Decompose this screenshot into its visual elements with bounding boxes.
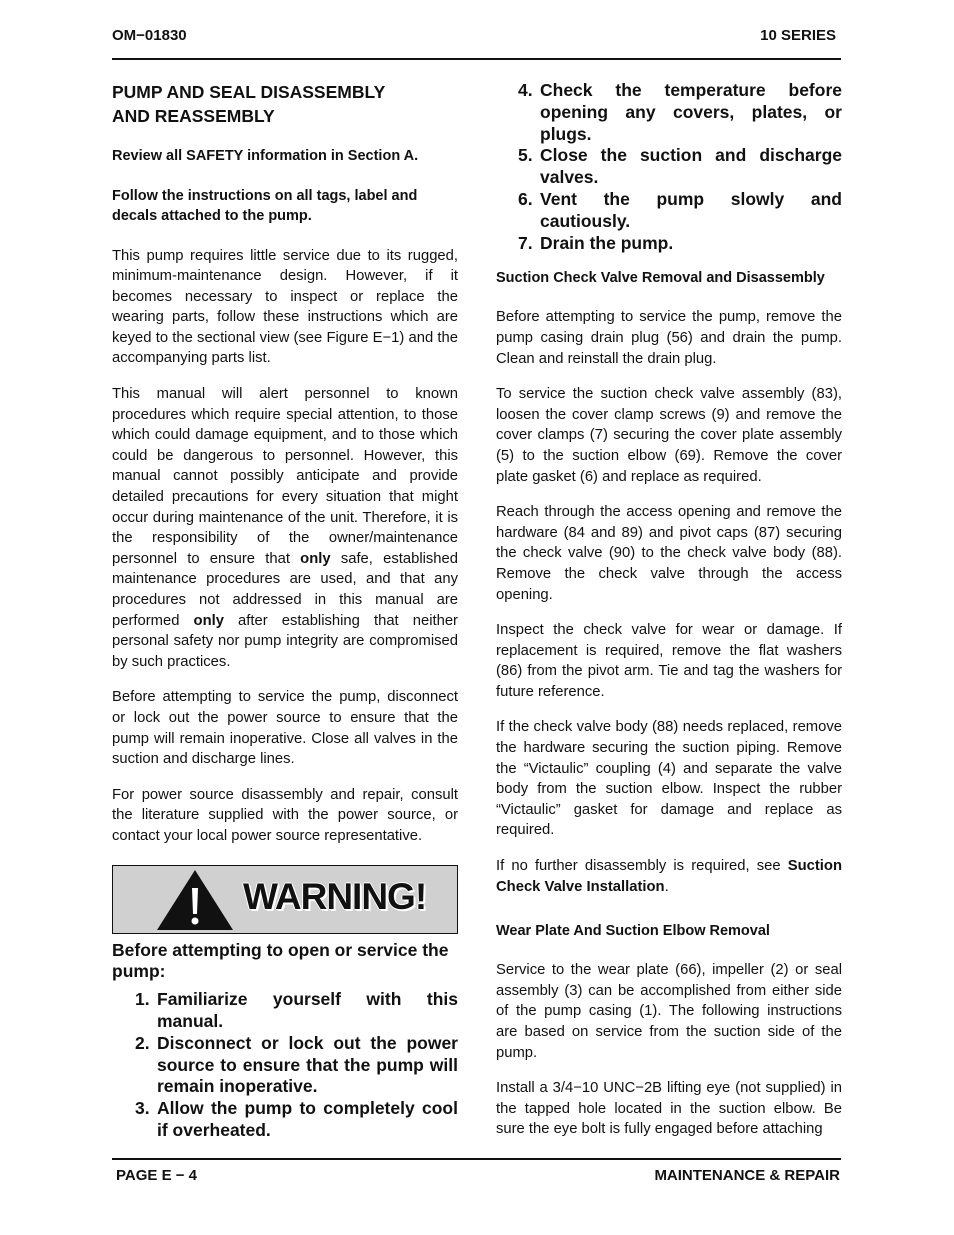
header-doc-number: OM−01830: [112, 27, 187, 44]
wear-plate-paragraph: Service to the wear plate (66), impeller (2) or seal assembly (3) can be accomplished from either side of the pump casing (1). The following instructions are based on service from the suction side of the pump.: [496, 962, 842, 1061]
warning-step: 7. Drain the pump.: [518, 232, 674, 253]
intro-paragraph: This pump requires little service due to its rugged, minimum-maintenance design. However, if it becomes necessary to inspect or replace the wearing parts, follow these instructions which are keyed to the sectional view (see Figure E−1) and the accompanying parts list.: [112, 247, 458, 367]
warning-step: 1. Familiarize yourself with this manual.: [135, 989, 458, 1031]
footer-rule: [112, 1158, 841, 1160]
tags-note: Follow the instructions on all tags, label and decals attached to the pump.: [112, 187, 418, 224]
inspect-paragraph: Inspect the check valve for wear or damage. If replacement is required, remove the flat washers (86) from the pivot arm. Tie and tag the washers for future reference.: [496, 622, 842, 700]
header-rule: [112, 58, 841, 60]
footer-page: PAGE E − 4: [116, 1167, 198, 1184]
safety-note: Review all SAFETY information in Section A.: [112, 148, 419, 164]
left-column: [112, 80, 458, 1142]
lifting-eye-paragraph: Install a 3/4−10 UNC−2B lifting eye (not supplied) in the tapped hole located in the suction elbow. Be sure the eye bolt is fully engaged before attaching: [496, 1080, 842, 1138]
warning-lead: Before attempting to open or service the pump:: [112, 939, 449, 982]
warning-step: 4. Check the temperature before opening any covers, plates, or plugs.: [518, 80, 842, 144]
section-title: PUMP AND SEAL DISASSEMBLY AND REASSEMBLY: [112, 82, 386, 126]
right-column: [496, 80, 842, 1155]
valve-body-paragraph: If the check valve body (88) needs replaced, remove the hardware securing the suction piping. Remove the “Victaulic” coupling (4) and separate the valve body from the suction elbow. Inspect the rubber “Victaulic” gasket for damage and replace as required.: [496, 719, 842, 839]
warning-label: WARNING!: [243, 875, 427, 917]
warning-step: 2. Disconnect or lock out the power source to ensure that the pump will remain inoperative.: [135, 1032, 458, 1097]
warning-triangle-icon: [155, 868, 235, 932]
hardware-paragraph: Reach through the access opening and remove the hardware (84 and 89) and pivot caps (87) securing the check valve (90) to the check valve body (88). Remove the check valve through the access opening.: [496, 504, 842, 603]
subhead-wear-plate: Wear Plate And Suction Elbow Removal: [496, 923, 770, 940]
warning-steps: [135, 989, 458, 1142]
no-further-paragraph: If no further disassembly is required, see Suction Check Valve Installation.: [496, 858, 842, 895]
header-series: 10 SERIES: [760, 27, 836, 44]
warning-banner: [112, 865, 458, 934]
warning-step: 6. Vent the pump slowly and cautiously.: [518, 188, 842, 231]
disconnect-paragraph: Before attempting to service the pump, disconnect or lock out the power source to ensure that the pump will remain inoperative. Close all valves in the suction and discharge lines.: [112, 689, 458, 768]
warning-steps-continued: [518, 80, 842, 254]
subhead-check-valve: Suction Check Valve Removal and Disassembly: [496, 270, 825, 287]
drain-paragraph: Before attempting to service the pump, remove the pump casing drain plug (56) and drain the pump. Clean and reinstall the drain plug.: [496, 309, 842, 367]
footer-section: MAINTENANCE & REPAIR: [654, 1167, 840, 1184]
warning-step: 3. Allow the pump to completely cool if overheated.: [135, 1098, 458, 1140]
power-source-paragraph: For power source disassembly and repair, consult the literature supplied with the power source, or contact your local power source representative.: [112, 786, 458, 844]
procedures-paragraph: This manual will alert personnel to known procedures which require special attention, to those which could damage equipment, and to those which could be dangerous to personnel. However, this manual cannot possibly anticipate and provide detailed precautions for every situation that might occur during maintenance of the unit. Therefore, it is the responsibility of the owner/maintenance personnel to ensure that only safe, established maintenance procedures are used, and that any procedures not addressed in this manual are performed only after establishing that neither personal safety nor pump integrity are compromised by such practices.: [112, 386, 458, 670]
cover-clamp-paragraph: To service the suction check valve assembly (83), loosen the cover clamp screws (9) and remove the cover clamps (7) securing the cover plate assembly (5) to the suction elbow (69). Remove the cover plate gasket (6) and replace as required.: [496, 386, 842, 485]
warning-step: 5. Close the suction and discharge valves.: [518, 145, 842, 188]
